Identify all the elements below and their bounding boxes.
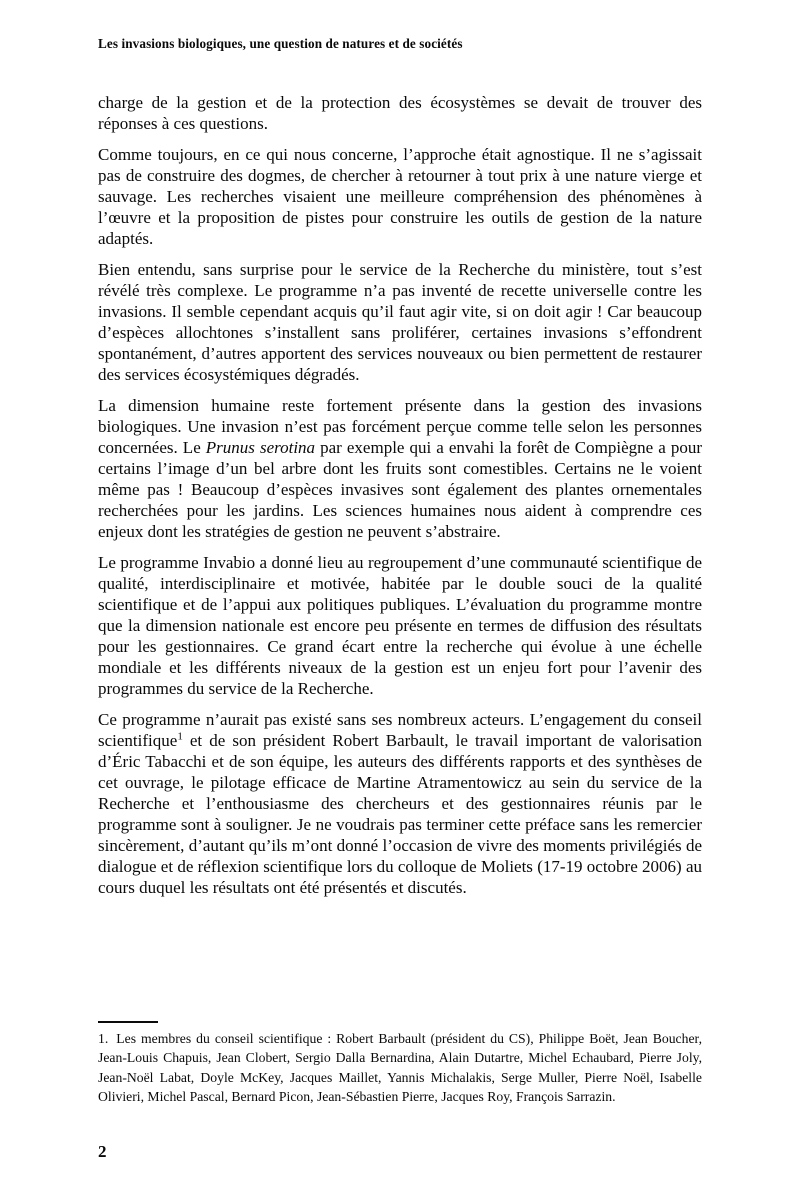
footnote-reference: 1 [177,730,183,743]
paragraph-4-text-before: La dimension humaine reste fortement présente dans la gestion des invasions biologiques. Une invasion n’est pas forcément perçue comme telle selon les personnes concernées. Le [98,396,702,457]
paragraph-6-text-after: et de son président Robert Barbault, le travail important de valorisation d’Éric Tabacchi et de son équipe, les auteurs des différents rapports et des synthèses de cet ouvrage, le pilotage efficace de Martine Atramentowicz au sein du service de la Recherche et l’enthousiasme des chercheurs et des gestionnaires réunis par le programme sont à souligner. Je ne voudrais pas terminer cette préface sans les remercier sincèrement, d’autant qu’ils m’ont donné l’occasion de vivre des moments privilégiés de dialogue et de réflexion scientifique lors du colloque de Moliets (17-19 octobre 2006) au cours duquel les résultats ont été présentés et discutés. [98,731,702,897]
footnote-text: Les membres du conseil scientifique : Robert Barbault (président du CS), Philippe Boët, Jean Boucher, Jean-Louis Chapuis, Jean Clobert, Sergio Dalla Bernardina, Alain Dutartre, Michel Echaubard, Pierre Joly, Jean-Noël Labat, Doyle McKey, Jacques Maillet, Yannis Michalakis, Serge Muller, Pierre Noël, Isabelle Olivieri, Michel Pascal, Bernard Picon, Jean-Sébastien Pierre, Jacques Roy, François Sarrazin. [98,1031,702,1105]
paragraph-6 [98,709,702,898]
footnote-1 [98,1029,702,1107]
page-number: 2 [98,1142,107,1161]
paragraph-3: Bien entendu, sans surprise pour le service de la Recherche du ministère, tout s’est révélé très complexe. Le programme n’a pas inventé de recette universelle contre les invasions. Il semble cependant acquis qu’il faut agir vite, si on doit agir ! Car beaucoup d’espèces allochtones s’installent sans proliférer, certaines invasions s’effondrent spontanément, d’autres apportent des services nouveaux ou bien permettent de restaurer des services écosystémiques dégradés. [98,260,702,384]
footnote-marker: 1. [98,1031,109,1046]
footnote-block [98,1021,702,1107]
footnote-separator-rule [98,1021,158,1023]
paragraph-5: Le programme Invabio a donné lieu au regroupement d’une communauté scientifique de qualité, interdisciplinaire et motivée, habitée par le double souci de la qualité scientifique et de l’appui aux politiques publiques. L’évaluation du programme montre que la dimension nationale est encore peu présente en termes de diffusion des résultats pour les gestionnaires. Ce grand écart entre la recherche qui évolue à une échelle mondiale et les différents niveaux de la gestion est un enjeu fort pour l’avenir des programmes du service de la Recherche. [98,553,702,698]
paragraph-4 [98,395,702,542]
preface-body [98,92,702,908]
paragraph-4-text-after: par exemple qui a envahi la forêt de Compiègne a pour certains l’image d’un bel arbre dont les fruits sont comestibles. Certains ne le voient même pas ! Beaucoup d’espèces invasives sont également des plantes ornementales recherchées pour les jardins. Les sciences humaines nous aident à comprendre ces enjeux dont les stratégies de gestion ne peuvent s’abstraire. [98,438,702,541]
paragraph-1: charge de la gestion et de la protection des écosystèmes se devait de trouver des réponses à ces questions. [98,93,702,133]
paragraph-2: Comme toujours, en ce qui nous concerne, l’approche était agnostique. Il ne s’agissait pas de construire des dogmes, de chercher à retourner à tout prix à une nature vierge et sauvage. Les recherches visaient une meilleure compréhension des phénomènes à l’œuvre et la proposition de pistes pour construire les outils de gestion de la nature adaptés. [98,145,702,248]
species-name-italic: Prunus serotina [205,438,316,457]
running-header: Les invasions biologiques, une question de natures et de sociétés [98,36,463,51]
paragraph-6-text-before: Ce programme n’aurait pas existé sans ses nombreux acteurs. L’engagement du conseil scientifique [98,710,702,750]
